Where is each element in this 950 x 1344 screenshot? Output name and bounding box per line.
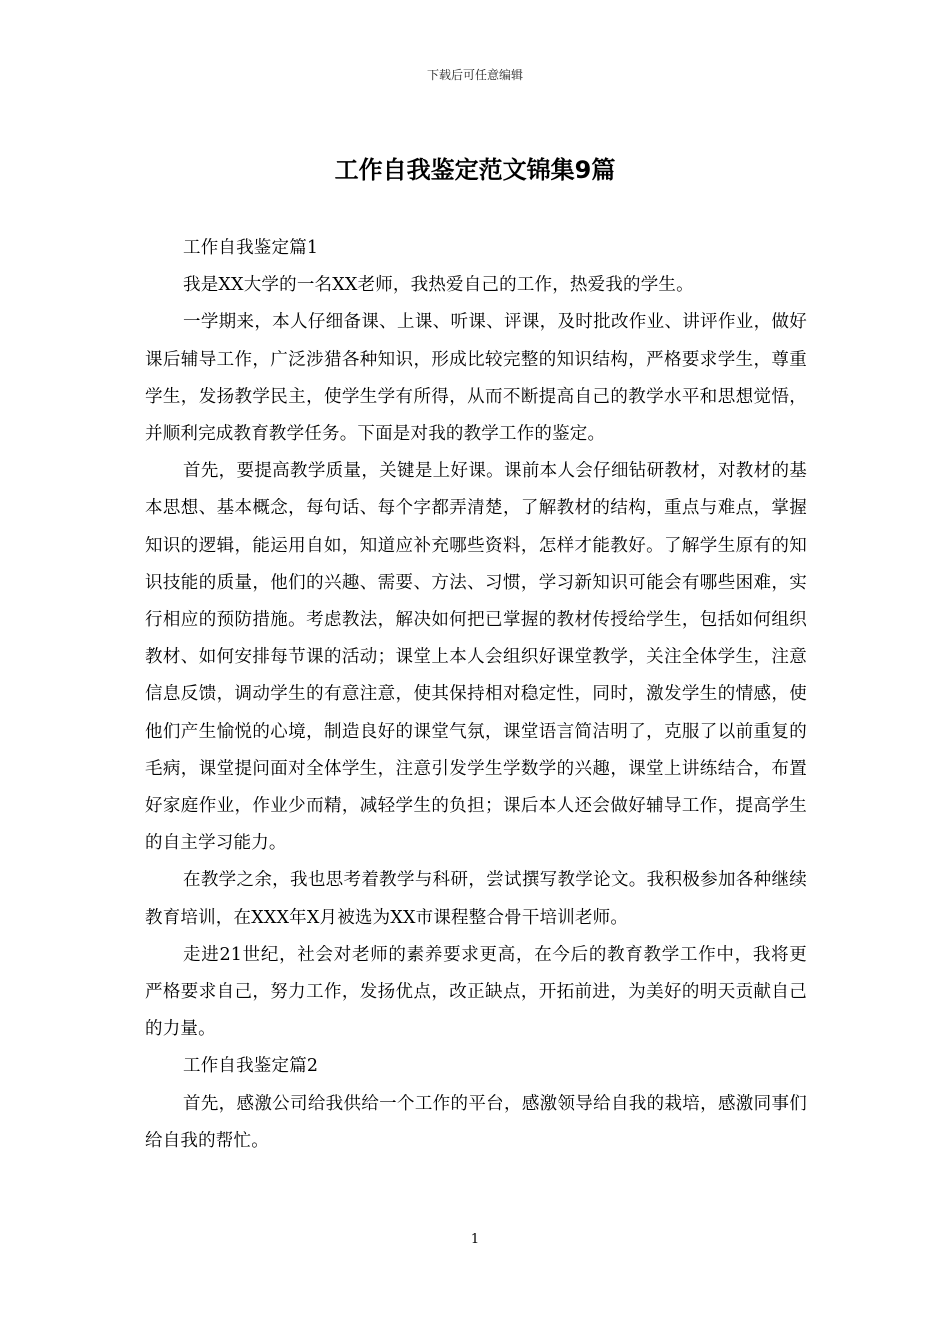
document-body: [145, 230, 807, 1160]
paragraph: 一学期来，本人仔细备课、上课、听课、评课，及时批改作业、讲评作业，做好课后辅导工作，广泛涉猎各种知识，形成比较完整的知识结构，严格要求学生，尊重学生，发扬教学民主，使学生学有所得，从而不断提高自己的教学水平和思想觉悟，并顺利完成教育教学任务。下面是对我的教学工作的鉴定。: [145, 312, 807, 445]
paragraph: 首先，感激公司给我供给一个工作的平台，感激领导给自我的栽培，感激同事们给自我的帮忙。: [145, 1093, 807, 1151]
paragraph: 在教学之余，我也思考着教学与科研，尝试撰写教学论文。我积极参加各种继续教育培训，在XXX年X月被选为XX市课程整合骨干培训老师。: [145, 870, 807, 928]
section-heading-2: 工作自我鉴定篇2: [183, 1056, 319, 1077]
paragraph: 首先，要提高教学质量，关键是上好课。课前本人会仔细钻研教材，对教材的基本思想、基本概念，每句话、每个字都弄清楚，了解教材的结构，重点与难点，掌握知识的逻辑，能运用自如，知道应补充哪些资料，怎样才能教好。了解学生原有的知识技能的质量，他们的兴趣、需要、方法、习惯，学习新知识可能会有哪些困难，实行相应的预防措施。考虑教法，解决如何把已掌握的教材传授给学生，包括如何组织教材、如何安排每节课的活动；课堂上本人会组织好课堂教学，关注全体学生，注意信息反馈，调动学生的有意注意，使其保持相对稳定性，同时，激发学生的情感，使他们产生愉悦的心境，制造良好的课堂气氛，课堂语言简洁明了，克服了以前重复的毛病，课堂提问面对全体学生，注意引发学生学数学的兴趣，课堂上讲练结合，布置好家庭作业，作业少而精，减轻学生的负担；课后本人还会做好辅导工作，提高学生的自主学习能力。: [145, 461, 807, 854]
document-title: 工作自我鉴定范文锦集9篇: [334, 156, 616, 184]
paragraph: 我是XX大学的一名XX老师，我热爱自己的工作，热爱我的学生。: [183, 275, 694, 296]
section-heading-1: 工作自我鉴定篇1: [183, 238, 319, 258]
page-number: 1: [470, 1232, 480, 1247]
paragraph: 走进21世纪，社会对老师的素养要求更高，在今后的教育教学工作中，我将更严格要求自己，努力工作，发扬优点，改正缺点，开拓前进，为美好的明天贡献自己的力量。: [145, 944, 807, 1040]
header-note: 下载后可任意编辑: [426, 68, 523, 82]
